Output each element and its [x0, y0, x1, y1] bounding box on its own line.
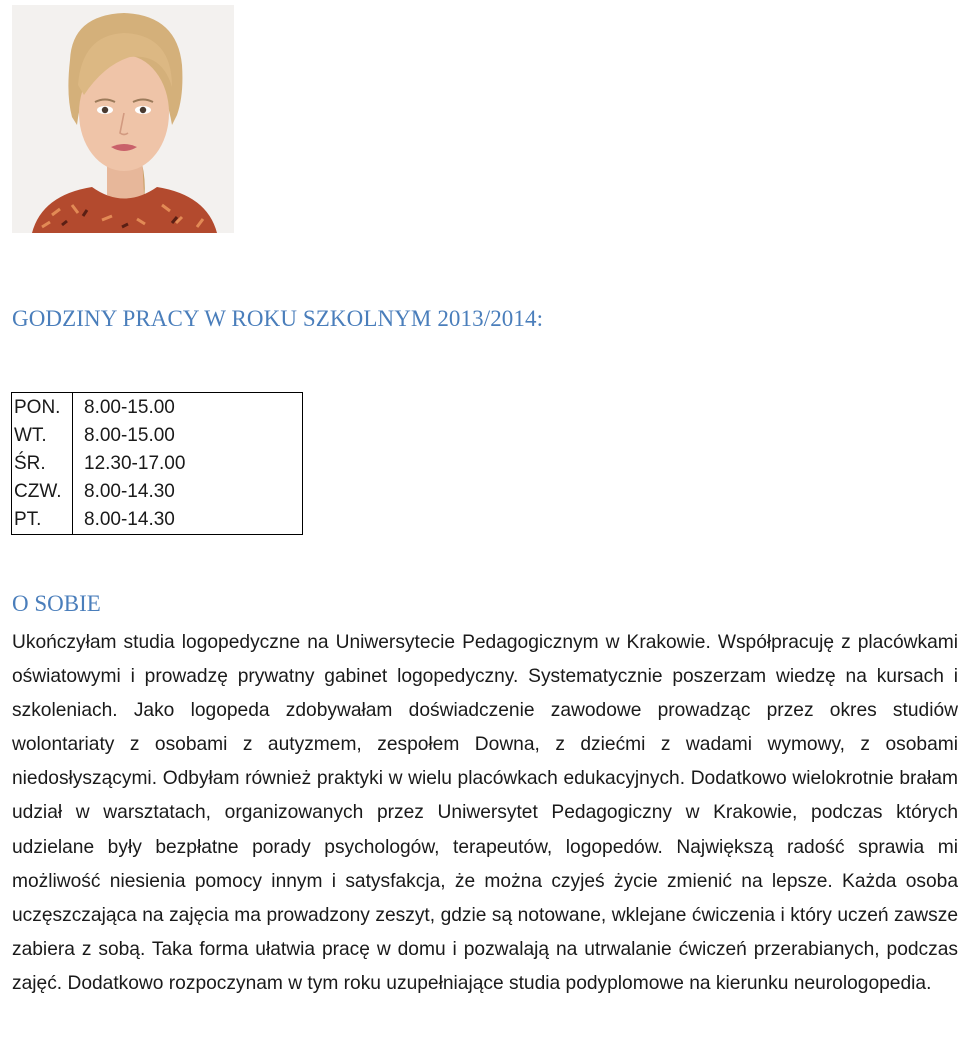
- about-sentence: Największą radość sprawia mi możliwość niesienia pomocy innym i satysfakcja, że można czyjeś życie zmienić na lepsze.: [12, 836, 958, 892]
- day-cell: PON.: [12, 393, 73, 422]
- hours-heading: GODZINY PRACY W ROKU SZKOLNYM 2013/2014:: [12, 306, 544, 331]
- portrait-illustration: [12, 5, 234, 233]
- time-cell: 8.00-15.00: [73, 421, 303, 449]
- about-sentence: Współpracuję z placówkami oświatowymi i prowadzę prywatny gabinet logopedyczny.: [12, 632, 958, 688]
- table-row: [12, 478, 303, 506]
- portrait-photo: [12, 5, 234, 233]
- about-heading: O SOBIE: [12, 591, 101, 616]
- table-row: [12, 506, 303, 535]
- day-cell: PT.: [12, 506, 73, 535]
- about-paragraph: [12, 626, 958, 1001]
- table-row: [12, 393, 303, 422]
- about-sentence: Dodatkowo rozpoczynam w tym roku uzupełniające studia podyplomowe na kierunku neurologopedia.: [67, 972, 932, 994]
- about-sentence: Systematycznie poszerzam wiedzę na kursach i szkoleniach.: [12, 666, 958, 722]
- day-cell: ŚR.: [12, 449, 73, 477]
- about-sentence: Jako logopeda zdobywałam doświadczenie zawodowe prowadząc przez okres studiów wolontariaty z osobami z autyzmem, zespołem Downa, z dziećmi z wadami wymowy, z osobami niedosłyszącymi.: [12, 700, 958, 790]
- time-cell: 8.00-15.00: [73, 393, 303, 422]
- day-cell: WT.: [12, 421, 73, 449]
- hours-table: [11, 392, 303, 535]
- time-cell: 8.00-14.30: [73, 506, 303, 535]
- about-sentence: Każda osoba uczęszczająca na zajęcia ma prowadzony zeszyt, gdzie są notowane, wklejane ćwiczenia i który uczeń zawsze zabiera z sobą.: [12, 870, 958, 960]
- day-cell: CZW.: [12, 478, 73, 506]
- about-sentence: Taka forma ułatwia pracę w domu i pozwalają na utrwalanie ćwiczeń przerabianych, podczas zajęć.: [12, 938, 959, 994]
- about-sentence: Dodatkowo wielokrotnie brałam udział w warsztatach, organizowanych przez Uniwersytet Pedagogiczny w Krakowie, podczas których udzielane były bezpłatne porady psychologów, terapeutów, logopedów.: [12, 768, 958, 858]
- table-row: [12, 449, 303, 477]
- table-row: [12, 421, 303, 449]
- time-cell: 8.00-14.30: [73, 478, 303, 506]
- about-sentence: Odbyłam również praktyki w wielu placówkach edukacyjnych.: [162, 768, 686, 790]
- time-cell: 12.30-17.00: [73, 449, 303, 477]
- about-sentence: Ukończyłam studia logopedyczne na Uniwersytecie Pedagogicznym w Krakowie.: [12, 632, 711, 653]
